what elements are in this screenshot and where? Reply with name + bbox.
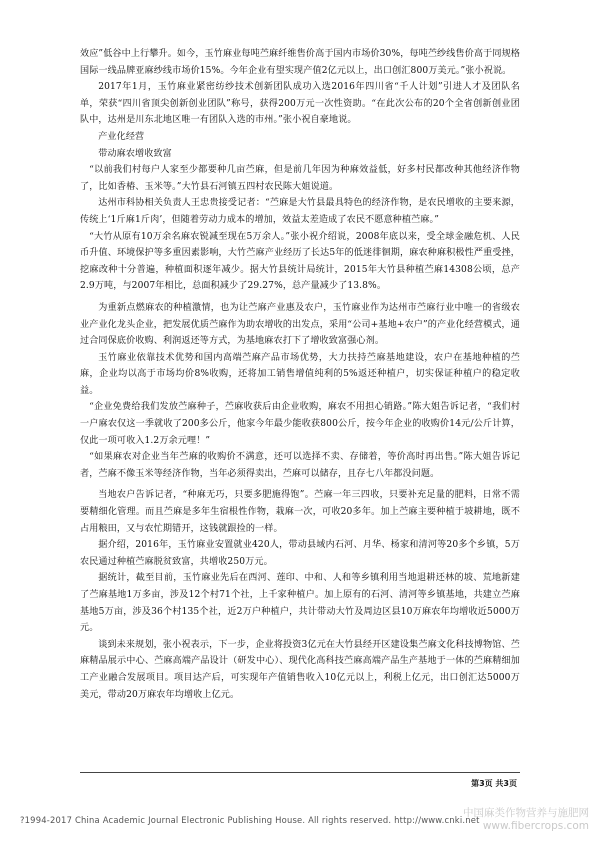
paragraph: “企业免费给我们发放苎麻种子，苎麻收获后由企业收购，麻农不用担心销路。”陈大姐告诉记者，“我们村一户麻农仅这一季就收了200多公斤，他家今年最少能收获800公斤，按今年企业的收购价14元/公斤计算，仅此一项可收入1.2万余元哩！” [80, 402, 520, 446]
watermark-url: www.fibercrops.com [482, 820, 589, 832]
paragraph: “以前我们村每户人家至少都要种几亩苎麻，但是前几年因为种麻效益低，好多村民都改种其他经济作物了，比如香椿、玉米等。”大竹县石河镇五四村农民陈大姐说道。 [80, 165, 520, 192]
paragraph: “如果麻农对企业当年苎麻的收购价不满意，还可以选择不卖、存储着，等价高时再出售。”陈大姐告诉记者，苎麻不像玉米等经济作物，当年必须得卖出，苎麻可以储存，且存七八年都没问题。 [80, 452, 520, 479]
paragraph: 谈到未来规划，张小祝表示，下一步，企业将投资3亿元在大竹县经开区建设集苎麻文化科技博物馆、苎麻精品展示中心、苎麻高端产品设计（研发中心）、现代化高科技苎麻高端产品生产基地于一体的苎麻精细加工产业融合发展项目。项目达产后，可实现年产值销售收入10亿元以上，利税上亿元，出口创汇达5000万美元，带动20万麻农年均增收上亿元。 [80, 639, 520, 700]
section-heading: 产业化经营 [98, 131, 145, 142]
watermark-line: 中国麻类作物营养与施肥网 [463, 807, 589, 819]
article-body [80, 46, 520, 703]
page-number: 第3页 共3页 [471, 779, 517, 788]
paragraph: 玉竹麻业依靠技术优势和国内高端苎麻产品市场优势，大力扶持苎麻基地建设，农户在基地种植的苎麻，企业均以高于市场均价8%收购，还将加工销售增值纯利的5%返还种植户，切实保证种植户的稳定收益。 [80, 352, 520, 396]
copyright-notice: ?1994-2017 China Academic Journal Electronic Publishing House. All rights reserved. http://www.cnki.net [20, 815, 480, 825]
paragraph: 达州市科协相关负责人王忠贵接受记者：“苎麻是大竹县最具特色的经济作物，是农民增收的主要来源，传统上‘1斤麻1斤肉’，但随着劳动力成本的增加，效益太差造成了农民不愿意种植苎麻。” [80, 198, 520, 225]
section-subheading: 带动麻农增收致富 [98, 148, 172, 159]
paragraph: 据介绍，2016年，玉竹麻业安置就业420人，带动县域内石河、月华、杨家和清河等20多个乡镇，5万农民通过种植苎麻脱贫致富，共增收250万元。 [80, 540, 520, 567]
footer-divider [80, 772, 520, 773]
paragraph: 为重新点燃麻农的种植激情，也为让苎麻产业惠及农户，玉竹麻业作为达州市苎麻行业中唯一的省级农业产业化龙头企业，把发展优质苎麻作为助农增收的出发点，采用“公司+基地+农户”的产业化经营模式，通过合同保底价收购、利润返还等方式，为基地麻农打下了增收致富强心剂。 [80, 302, 520, 347]
paragraph: “大竹从原有10万余名麻农锐减至现在5万余人。”张小祝介绍说，2008年底以来，受全球金融危机、人民币升值、环境保护等多重因素影响，大竹苎麻产业经历了长达5年的低迷徘徊期，麻农种麻积极性严重受挫，挖麻改种十分普遍，种植面积逐年减少。据大竹县统计局统计，2015年大竹县种植苎麻14308公顷，总产2.9万吨，与2007年相比，总面积减少了29.27%，总产量减少了13.8%。 [80, 231, 520, 292]
paragraph: 据统计，截至目前，玉竹麻业先后在西河、莲印、中和、人和等乡镇利用当地退耕还林的坡、荒地新建了苎麻基地1万多亩，涉及12个村71个社，上千家种植户。加上原有的石河、清河等乡镇基地，共建立苎麻基地5万亩，涉及36个村135个社，近2万户种植户，共计带动大竹及周边区县10万麻农年均增收近5000万元。 [80, 573, 520, 634]
paragraph: 当地农户告诉记者，“种麻无巧，只要多肥施得饱”。苎麻一年三四收，只要补充足量的肥料，日常不需要精细化管理。而且苎麻是多年生宿根性作物，栽麻一次，可收20多年。加上苎麻主要种植于坡耕地，既不占用粮田，又与农忙期错开，这钱就跟捡的一样。 [80, 490, 520, 534]
watermark [463, 807, 589, 833]
paragraph: 2017年1月，玉竹麻业紧密纺纱技术创新团队成功入选2016年四川省“千人计划”引进人才及团队名单，荣获“四川省顶尖创新创业团队”称号，获得200万元一次性资助。“在此次公布的20个全省创新创业团队中，达州是川东北地区唯一有团队入选的市州。”张小祝自豪地说。 [80, 82, 520, 126]
paragraph: 效应”低谷中上行攀升。如今，玉竹麻业每吨苎麻纤维售价高于国内市场价30%，每吨苎纱线售价高于同规格国际一线品牌亚麻纱线市场价15%。今年企业有望实现产值2亿元以上，出口创汇800万美元。”张小祝说。 [80, 49, 520, 76]
